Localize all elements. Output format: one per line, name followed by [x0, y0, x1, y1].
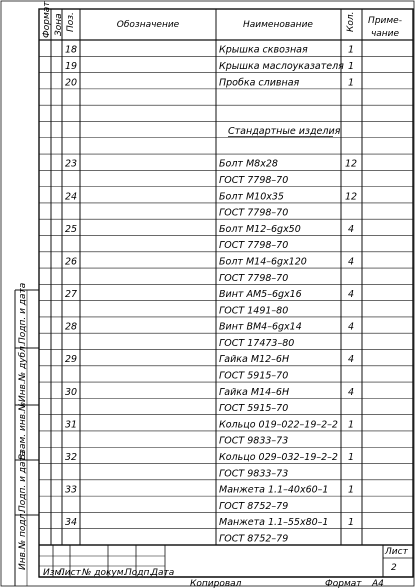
row-name: ГОСТ 8752–79	[219, 533, 289, 545]
section-title: Стандартные изделия	[228, 126, 341, 138]
row-name: Крышка сквозная	[219, 44, 308, 56]
row-name: ГОСТ 7798–70	[219, 240, 289, 252]
header-note-line1: Приме-	[368, 16, 402, 26]
row-name: ГОСТ 9833–73	[219, 468, 289, 480]
row-name: Винт ВМ4–6gх14	[219, 321, 302, 333]
row-quantity: 1	[347, 60, 355, 72]
row-quantity: 1	[347, 419, 355, 431]
row-position: 25	[65, 223, 78, 235]
title-sign: Подп.	[125, 568, 153, 578]
row-name: ГОСТ 5915–70	[219, 370, 289, 382]
row-position: 30	[65, 386, 78, 398]
row-name: ГОСТ 7798–70	[219, 175, 289, 187]
header-format: Формат	[42, 1, 52, 38]
row-quantity: 1	[347, 451, 355, 463]
row-name: Болт М14–6gх120	[219, 256, 307, 268]
header-name: Наименование	[243, 20, 313, 30]
footer-copied: Копировал	[190, 579, 242, 588]
row-name: ГОСТ 8752–79	[219, 500, 289, 512]
header-pos: Поз.	[66, 12, 76, 32]
row-position: 18	[65, 44, 78, 56]
row-name: ГОСТ 7798–70	[219, 272, 289, 284]
title-date: Дата	[151, 568, 175, 578]
row-name: Болт М12–6gх50	[219, 223, 301, 235]
row-quantity: 4	[347, 289, 355, 301]
row-quantity: 1	[347, 44, 355, 56]
row-name: ГОСТ 5915–70	[219, 403, 289, 415]
row-position: 27	[65, 289, 78, 301]
row-quantity: 4	[347, 321, 355, 333]
row-name: ГОСТ 9833–73	[219, 435, 289, 447]
row-quantity: 12	[344, 158, 358, 170]
title-sheet-label: Лист	[385, 547, 408, 557]
side-label-sign-date-top: Подп. и дата	[18, 282, 28, 344]
row-position: 19	[65, 60, 78, 72]
title-sheet-number: 2	[391, 563, 397, 573]
row-name: Кольцо 029–032–19–2–2	[219, 451, 338, 463]
row-quantity: 4	[347, 256, 355, 268]
row-position: 33	[65, 484, 78, 496]
side-label-inv-dubl: Инв.№ дубл.	[18, 343, 28, 402]
row-name: Гайка М14–6Н	[219, 386, 290, 398]
row-position: 20	[65, 77, 78, 89]
row-name: Крышка маслоуказателя	[219, 60, 344, 72]
row-name: Манжета 1.1–55х80–1	[219, 517, 329, 529]
row-position: 26	[65, 256, 78, 268]
row-name: Кольцо 019–022–19–2–2	[219, 419, 338, 431]
row-name: Винт АМ5–6gх16	[219, 289, 302, 301]
header-qty: Кол.	[346, 11, 356, 32]
row-name: ГОСТ 17473–80	[219, 337, 295, 349]
row-quantity: 4	[347, 354, 355, 366]
title-izm: Изм.	[43, 568, 65, 578]
header-designation: Обозначение	[116, 20, 180, 30]
row-name: Болт М10х35	[219, 191, 284, 203]
side-label-sign-date-bottom: Подп. и дата	[18, 450, 28, 512]
title-list: Лист	[58, 568, 81, 578]
side-label-inv-podl: Инв.№ подл.	[18, 510, 28, 570]
row-position: 29	[65, 354, 78, 366]
row-quantity: 1	[347, 484, 355, 496]
row-quantity: 4	[347, 223, 355, 235]
header-note-line2: чание	[370, 29, 400, 39]
row-position: 31	[65, 419, 78, 431]
row-name: Манжета 1.1–40х60–1	[219, 484, 329, 496]
row-position: 24	[65, 191, 78, 203]
side-label-vzam-inv: Взам. инв.№	[18, 401, 28, 460]
footer-format: Формат	[325, 579, 362, 588]
row-quantity: 1	[347, 517, 355, 529]
row-name: Пробка сливная	[219, 77, 300, 89]
row-quantity: 1	[347, 77, 355, 89]
row-position: 28	[65, 321, 78, 333]
row-name: ГОСТ 1491–80	[219, 305, 289, 317]
header-zone: Зона	[54, 13, 64, 36]
row-quantity: 12	[344, 191, 358, 203]
row-quantity: 4	[347, 386, 355, 398]
row-name: ГОСТ 7798–70	[219, 207, 289, 219]
title-doc: № докум.	[82, 568, 127, 578]
row-position: 23	[65, 158, 78, 170]
row-position: 32	[65, 451, 78, 463]
row-position: 34	[65, 517, 78, 529]
footer-format-value: А4	[372, 579, 384, 588]
row-name: Гайка М12–6Н	[219, 354, 290, 366]
row-name: Болт М8х28	[219, 158, 278, 170]
